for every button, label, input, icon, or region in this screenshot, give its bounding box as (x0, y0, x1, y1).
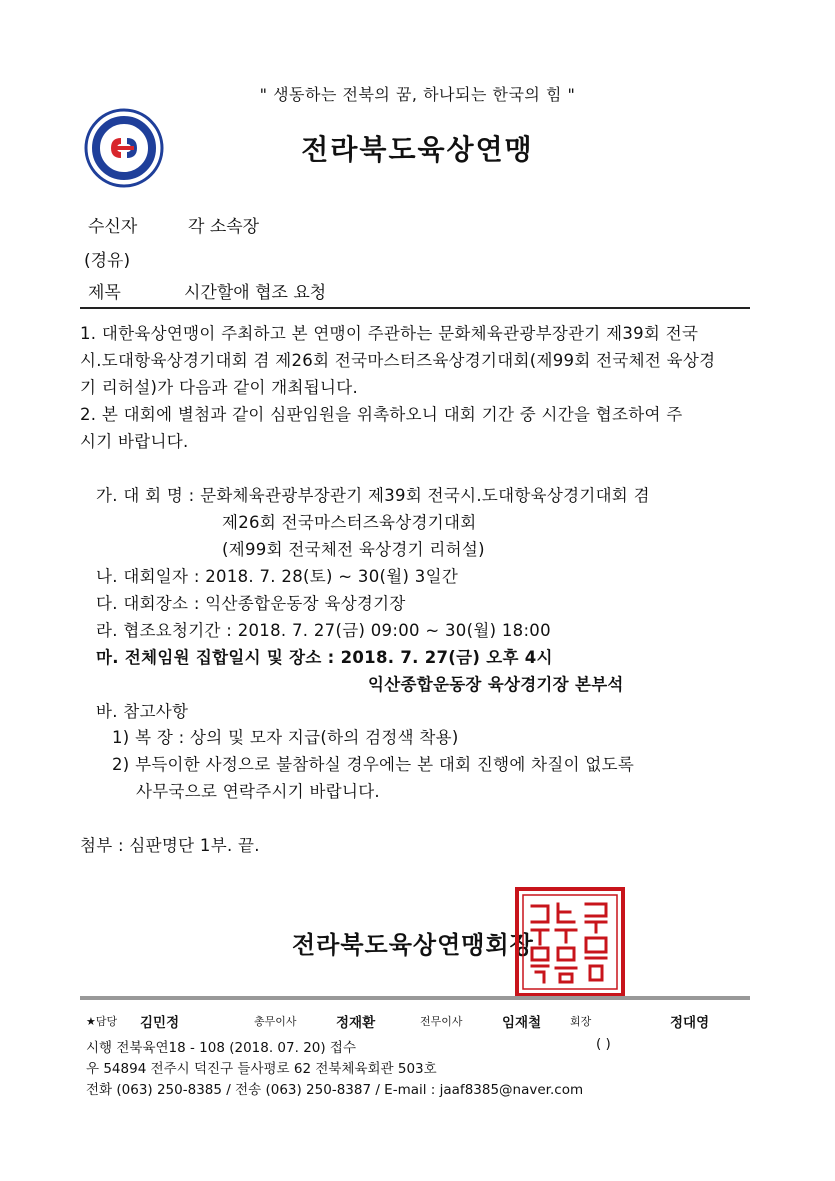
detail-references: 바. 참고사항 (96, 702, 189, 721)
reference-item-2: 2) 부득이한 사정으로 불참하실 경우에는 본 대회 진행에 차질이 없도록 (112, 755, 635, 774)
via-label: (경유) (84, 251, 131, 271)
signature-title: 전라북도육상연맹회장 (292, 931, 534, 959)
reference-item-2-cont: 사무국으로 연락주시기 바랍니다. (136, 782, 380, 801)
recipient-label: 수신자 (88, 217, 138, 237)
detail-event-venue: 다. 대회장소 : 익산종합운동장 육상경기장 (96, 594, 406, 613)
detail-event-date: 나. 대회일자 : 2018. 7. 28(토) ~ 30(월) 3일간 (96, 567, 459, 586)
approval-name-1: 김민정 (140, 1015, 180, 1031)
approval-role-1: ★담당 (86, 1015, 118, 1028)
detail-assembly-place: 익산종합운동장 육상경기장 본부석 (368, 675, 624, 694)
org-title: 전라북도육상연맹 (301, 133, 534, 166)
approval-role-2: 총무이사 (254, 1015, 297, 1028)
approval-name-4: 정대영 (670, 1015, 710, 1031)
approval-role-3: 전무이사 (420, 1015, 463, 1028)
paragraph-line-4: 2. 본 대회에 별첨과 같이 심판임원을 위촉하오니 대회 기간 중 시간을 협조하여 주 (80, 405, 683, 424)
approval-role-4: 회장 (570, 1015, 592, 1028)
enforcement-line: 시행 전북육연18 - 108 (2018. 07. 20) 접수 (86, 1040, 357, 1056)
approval-name-2: 정재환 (336, 1015, 376, 1031)
paragraph-line-5: 시기 바랍니다. (80, 432, 189, 451)
official-seal (514, 886, 626, 998)
detail-request-period: 라. 협조요청기간 : 2018. 7. 27(금) 09:00 ~ 30(월) 18:00 (96, 621, 551, 640)
subject-label: 제목 (88, 283, 121, 303)
reception-blank: ( ) (596, 1036, 611, 1052)
detail-event-name-cont-2: (제99회 전국체전 육상경기 리허설) (222, 540, 485, 559)
paragraph-line-2: 시.도대항육상경기대회 겸 제26회 전국마스터즈육상경기대회(제99회 전국체전 육상경 (80, 351, 716, 370)
detail-event-name: 가. 대 회 명 : 문화체육관광부장관기 제39회 전국시.도대항육상경기대회 겸 (96, 486, 650, 505)
paragraph-line-3: 기 리허설)가 다음과 같이 개최됩니다. (80, 378, 359, 397)
attachment-note: 첨부 : 심판명단 1부. 끝. (80, 836, 260, 855)
paragraph-line-1: 1. 대한육상연맹이 주최하고 본 연맹이 주관하는 문화체육관광부장관기 제39회 전국 (80, 324, 699, 343)
approval-name-3: 임재철 (502, 1015, 542, 1031)
detail-assembly: 마. 전체임원 집합일시 및 장소 : 2018. 7. 27(금) 오후 4시 (96, 648, 553, 667)
detail-event-name-cont-1: 제26회 전국마스터즈육상경기대회 (222, 513, 477, 532)
subject-value: 시간할애 협조 요청 (184, 283, 327, 303)
slogan: " 생동하는 전북의 꿈, 하나되는 한국의 힘 " (259, 85, 576, 104)
address-line: 우 54894 전주시 덕진구 들사평로 62 전북체육회관 503호 (86, 1061, 437, 1077)
contact-line: 전화 (063) 250-8385 / 전송 (063) 250-8387 / E-mail : jaaf8385@naver.com (86, 1082, 584, 1098)
recipient-value: 각 소속장 (188, 217, 260, 237)
subject-divider (80, 307, 750, 309)
reference-item-1: 1) 복 장 : 상의 및 모자 지급(하의 검정색 착용) (112, 728, 459, 747)
footer-divider (80, 996, 750, 1000)
